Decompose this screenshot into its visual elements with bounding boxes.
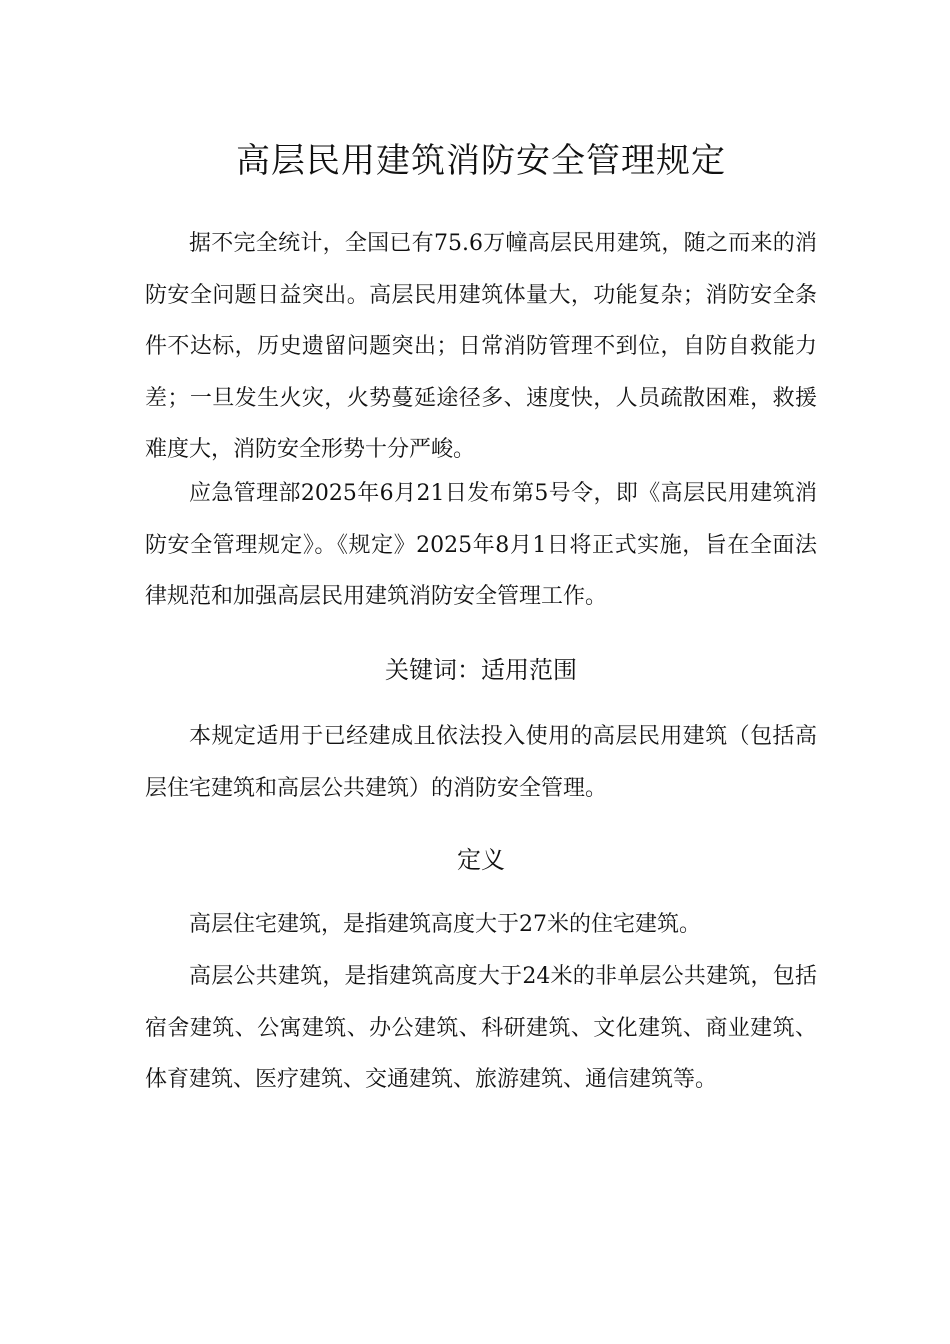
definition-public-paragraph: 高层公共建筑，是指建筑高度大于24米的非单层公共建筑，包括宿舍建筑、公寓建筑、办公建筑、科研建筑、文化建筑、商业建筑、体育建筑、医疗建筑、交通建筑、旅游建筑、通信建筑等。 [145, 964, 817, 1092]
document-title: 高层民用建筑消防安全管理规定 [236, 141, 726, 181]
section-heading-scope: 关键词：适用范围 [385, 656, 577, 684]
definition-residential-paragraph: 高层住宅建筑，是指建筑高度大于27米的住宅建筑。 [189, 912, 701, 937]
intro-paragraph: 据不完全统计，全国已有75.6万幢高层民用建筑，随之而来的消防安全问题日益突出。高层民用建筑体量大，功能复杂；消防安全条件不达标，历史遗留问题突出；日常消防管理不到位，自防自救能力差；一旦发生火灾，火势蔓延途径多、速度快，人员疏散困难，救援难度大，消防安全形势十分严峻。 [145, 231, 817, 462]
scope-paragraph: 本规定适用于已经建成且依法投入使用的高层民用建筑（包括高层住宅建筑和高层公共建筑）的消防安全管理。 [145, 724, 817, 801]
regulation-release-paragraph: 应急管理部2025年6月21日发布第5号令，即《高层民用建筑消防安全管理规定》。《规定》2025年8月1日将正式实施，旨在全面法律规范和加强高层民用建筑消防安全管理工作。 [145, 481, 817, 609]
section-heading-definitions: 定义 [457, 846, 505, 874]
